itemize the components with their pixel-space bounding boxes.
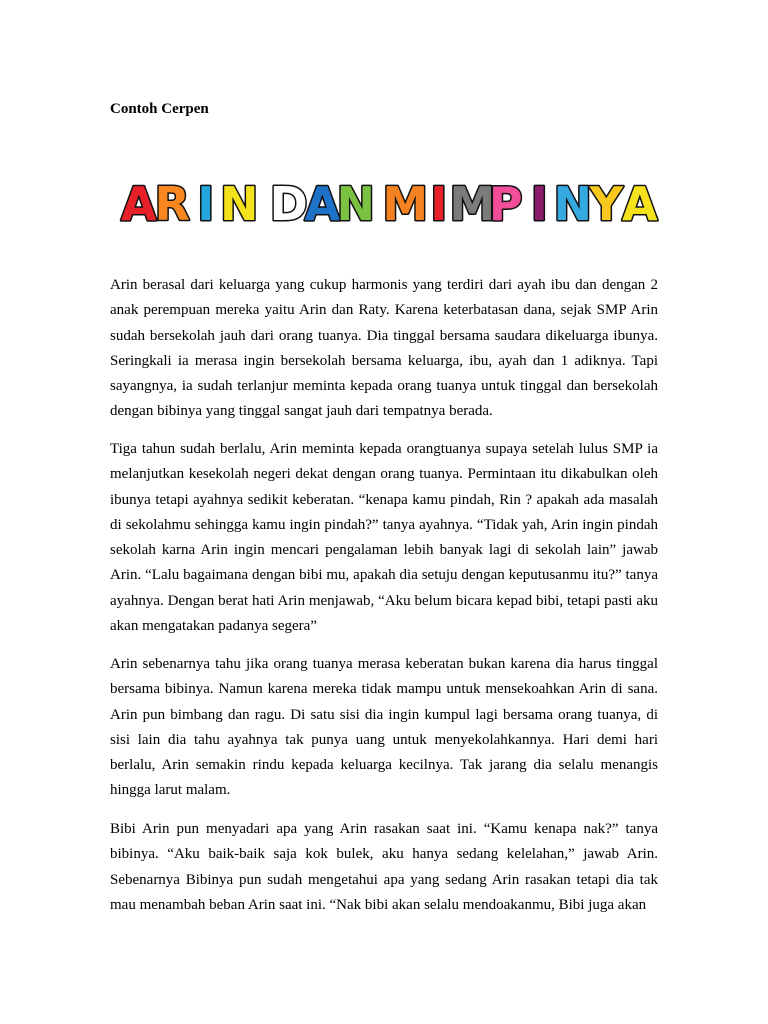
title-letter-14: N <box>553 177 592 231</box>
title-letter-11: M <box>449 177 496 231</box>
title-letter-16: A <box>621 177 658 231</box>
title-letter-9: M <box>382 177 429 231</box>
story-paragraph-3: Arin sebenarnya tahu jika orang tuanya merasa keberatan bukan karena dia harus tinggal bersama bibinya. Namun karena mereka tidak mampu untuk mensekoahkan Arin di sana. Arin pun bimbang dan ragu. Di satu sisi dia ingin kumpul lagi bersama orang tuanya, di sisi lain dia tahu ayahnya tak punya uang untuk menyekolahkannya. Hari demi hari berlalu, Arin semakin rindu kepada keluarga kecilnya. Tak jarang dia selalu menangis hingga larut malam. <box>110 656 658 799</box>
title-letter-13: I <box>530 177 548 231</box>
title-letter-1: R <box>154 177 190 231</box>
title-letter-15: Y <box>589 177 623 231</box>
title-letter-10: I <box>430 177 448 231</box>
title-letter-0: A <box>120 177 157 231</box>
story-paragraph-2: Tiga tahun sudah berlalu, Arin meminta kepada orangtuanya supaya setelah lulus SMP ia melanjutkan kesekolah negeri dekat dengan orang tuanya. Permintaan itu dikabulkan oleh ibunya tetapi ayahnya sedikit keberatan. “kenapa kamu pindah, Rin ? apakah ada masalah di sekolahmu sehingga kamu ingin pindah?” tanya ayahnya. “Tidak yah, Arin ingin pindah sekolah karna Arin ingin mencari pengalaman lebih banyak lagi di sekolah lain” jawab Arin. “Lalu bagaimana dengan bibi mu, apakah dia setuju dengan keputusanmu itu?” tanya ayahnya. Dengan berat hati Arin menjawab, “Aku belum bicara kepad bibi, tetapi pasti aku akan mengatakan padanya segera” <box>110 441 658 635</box>
story-paragraph-4: Bibi Arin pun menyadari apa yang Arin rasakan saat ini. “Kamu kenapa nak?” tanya bibinya. “Aku baik-baik saja kok bulek, aku hanya sedang kelelahan,” jawab Arin. Sebenarnya Bibinya pun sudah mengetahui apa yang sedang Arin rasakan tetapi dia tak mau menambah beban Arin saat ini. “Nak bibi akan selalu mendoakanmu, Bibi juga akan <box>110 821 658 913</box>
title-letter-5: D <box>269 177 308 231</box>
title-letter-3: N <box>220 177 259 231</box>
document-heading: Contoh Cerpen <box>110 101 209 117</box>
story-paragraph-1: Arin berasal dari keluarga yang cukup harmonis yang terdiri dari ayah ibu dan dengan 2 anak perempuan mereka yaitu Arin dan Raty. Karena keterbatasan dana, sejak SMP Arin sudah bersekolah jauh dari orang tuanya. Dia tinggal bersama saudara dikeluarga ibunya. Seringkali ia merasa ingin bersekolah bersama keluarga, ibu, ayah dan 1 adiknya. Tapi sayangnya, ia sudah terlanjur meminta kepada orang tuanya untuk tinggal dan bersekolah dengan bibinya yang tinggal sangat jauh dari tempatnya berada. <box>110 277 658 420</box>
title-letter-6: A <box>304 177 341 231</box>
story-title-art <box>118 168 658 238</box>
title-letter-2: I <box>197 177 215 231</box>
title-letter-7: N <box>336 177 375 231</box>
title-letter-12: P <box>488 177 523 231</box>
